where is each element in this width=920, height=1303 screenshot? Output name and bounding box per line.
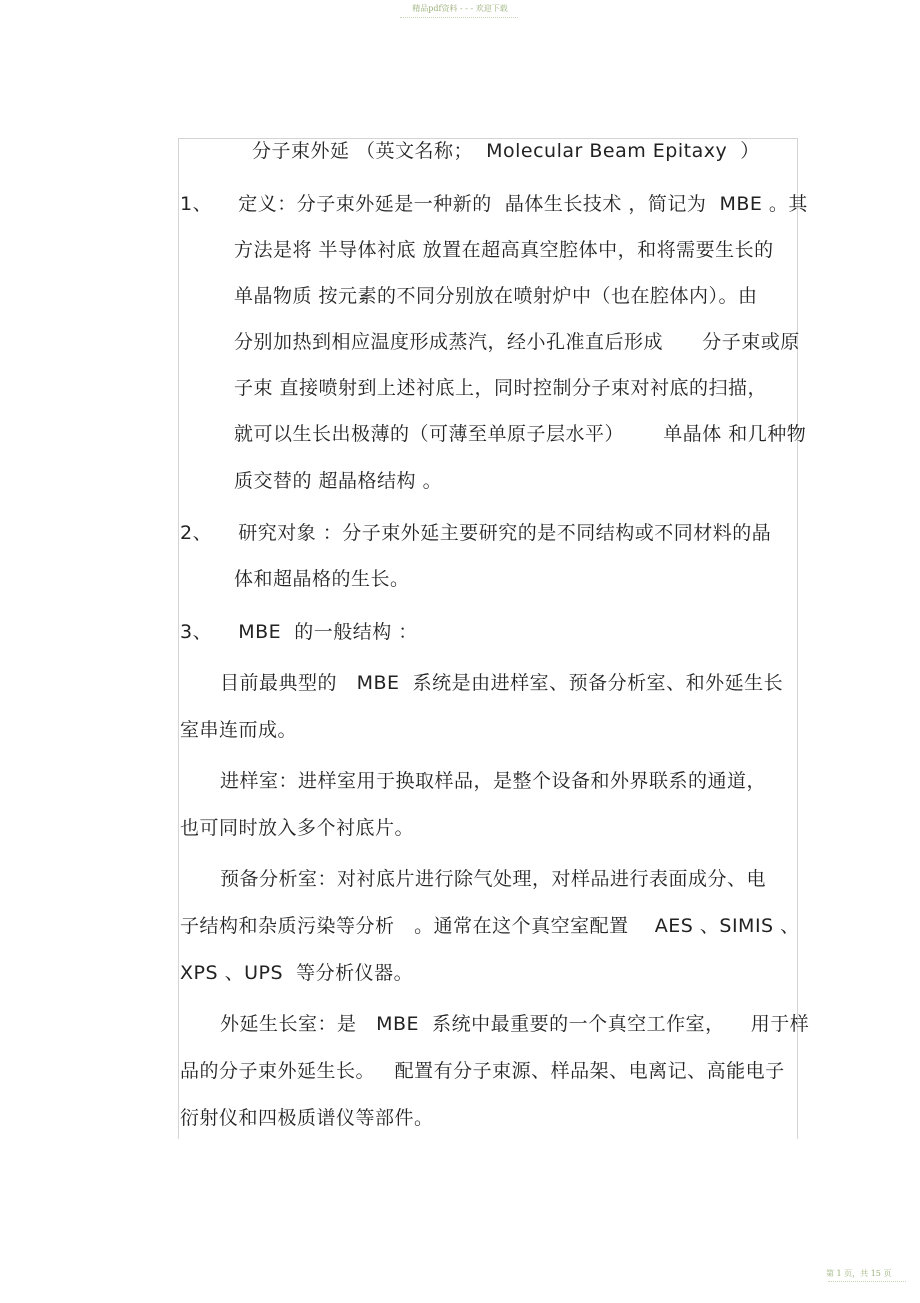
document-title: 分子束外延 （英文名称； Molecular Beam Epitaxy ） (252, 140, 760, 162)
paragraph-line: 子结构和杂质污染等分析 。通常在这个真空室配置 AES 、SIMIS 、 (180, 915, 800, 937)
paragraph-line: 分别加热到相应温度形成蒸汽，经小孔准直后形成 分子束或原 (234, 331, 800, 353)
paragraph-line: 目前最典型的 MBE 系统是由进样室、预备分析室、和外延生长 (220, 672, 784, 694)
paragraph-line: 预备分析室：对衬底片进行除气处理，对样品进行表面成分、电 (220, 868, 767, 890)
footer-page-number: 第 1 页，共 15 页 (826, 1269, 892, 1278)
paragraph-line: 外延生长室：是 MBE 系统中最重要的一个真空工作室， 用于样 (220, 1013, 810, 1035)
paragraph-line: XPS 、UPS 等分析仪器。 (180, 962, 414, 984)
paragraph-line: 方法是将 半导体衬底 放置在超高真空腔体中，和将需要生长的 (234, 239, 774, 261)
paragraph-line: 体和超晶格的生长。 (234, 568, 410, 590)
paragraph-line: 2、 研究对象 ：分子束外延主要研究的是不同结构或不同材料的晶 (180, 522, 772, 544)
paragraph-line: 质交替的 超晶格结构 。 (234, 470, 443, 492)
paragraph-line: 品的分子束外延生长。 配置有分子束源、样品架、电离记、高能电子 (180, 1060, 785, 1082)
paragraph-line: 3、 MBE 的一般结构 ： (180, 621, 418, 643)
paragraph-line: 室串连而成。 (180, 719, 298, 741)
paragraph-line: 单晶物质 按元素的不同分别放在喷射炉中（也在腔体内）。由 (234, 285, 758, 307)
paragraph-line: 1、 定义：分子束外延是一种新的 晶体生长技术 ，简记为 MBE 。其 (180, 193, 808, 215)
header-watermark: 精品pdf资料 - - - 欢迎下载 (412, 4, 508, 13)
header-divider (400, 17, 518, 18)
footer-divider (828, 1281, 906, 1282)
paragraph-line: 衍射仪和四极质谱仪等部件。 (180, 1107, 434, 1129)
paragraph-line: 子束 直接喷射到上述衬底上，同时控制分子束对衬底的扫描， (234, 377, 768, 399)
paragraph-line: 就可以生长出极薄的（可薄至单原子层水平） 单晶体 和几种物 (234, 423, 807, 445)
paragraph-line: 也可同时放入多个衬底片。 (180, 817, 415, 839)
paragraph-line: 进样室：进样室用于换取样品，是整个设备和外界联系的通道， (220, 770, 767, 792)
